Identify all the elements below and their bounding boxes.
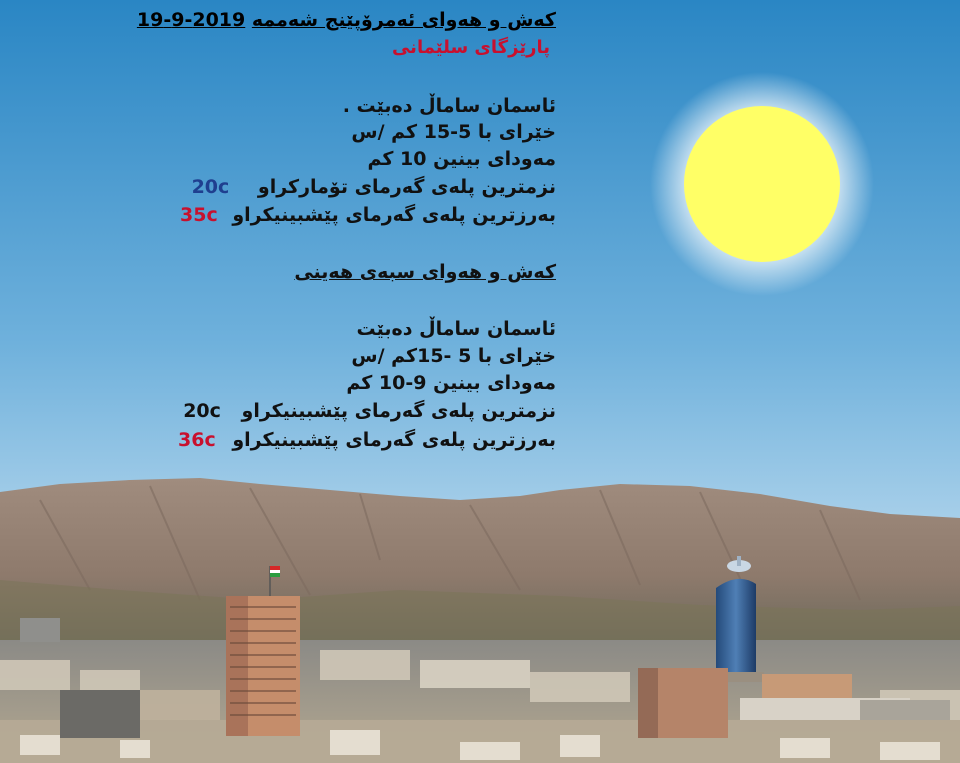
today-heading: کەش و هەوای ئەمرۆپێنج شەممە [251,9,556,31]
today-visibility: مەودای بینین 10 کم [367,148,556,170]
province-name: پارێزگای سلێمانی [391,37,550,58]
tomorrow-wind-speed: خێرای با 5 -15کم /س [351,345,556,367]
today-min-label: نزمترین پلەی گەرمای تۆمارکراو [257,176,556,198]
tomorrow-visibility: مەودای بینین 9-10 کم [346,372,556,394]
tomorrow-max-temp-row [178,428,556,452]
tomorrow-min-temp-row [183,399,556,423]
tomorrow-heading: کەش و هەوای سبەی هەینی [294,261,556,283]
today-max-label: بەرزترین پلەی گەرمای پێشبینیکراو [232,204,556,226]
tomorrow-min-value: 20c [183,400,221,422]
today-header [137,8,556,32]
today-sky-condition: ئاسمان ساماڵ دەبێت . [342,95,556,117]
today-max-value: 35c [180,204,218,226]
tomorrow-max-label: بەرزترین پلەی گەرمای پێشبینیکراو [232,429,556,451]
sun-icon [684,106,840,262]
tomorrow-max-value: 36c [178,429,216,451]
today-date: 2019-9-19 [136,9,246,31]
today-wind-speed: خێرای با 5-15 کم /س [351,121,556,143]
tomorrow-sky-condition: ئاسمان ساماڵ دەبێت [356,318,556,340]
tomorrow-min-label: نزمترین پلەی گەرمای پێشبینیکراو [241,400,556,422]
today-min-value: 20c [191,176,230,198]
today-min-temp-row [192,175,556,199]
today-max-temp-row [180,203,556,227]
